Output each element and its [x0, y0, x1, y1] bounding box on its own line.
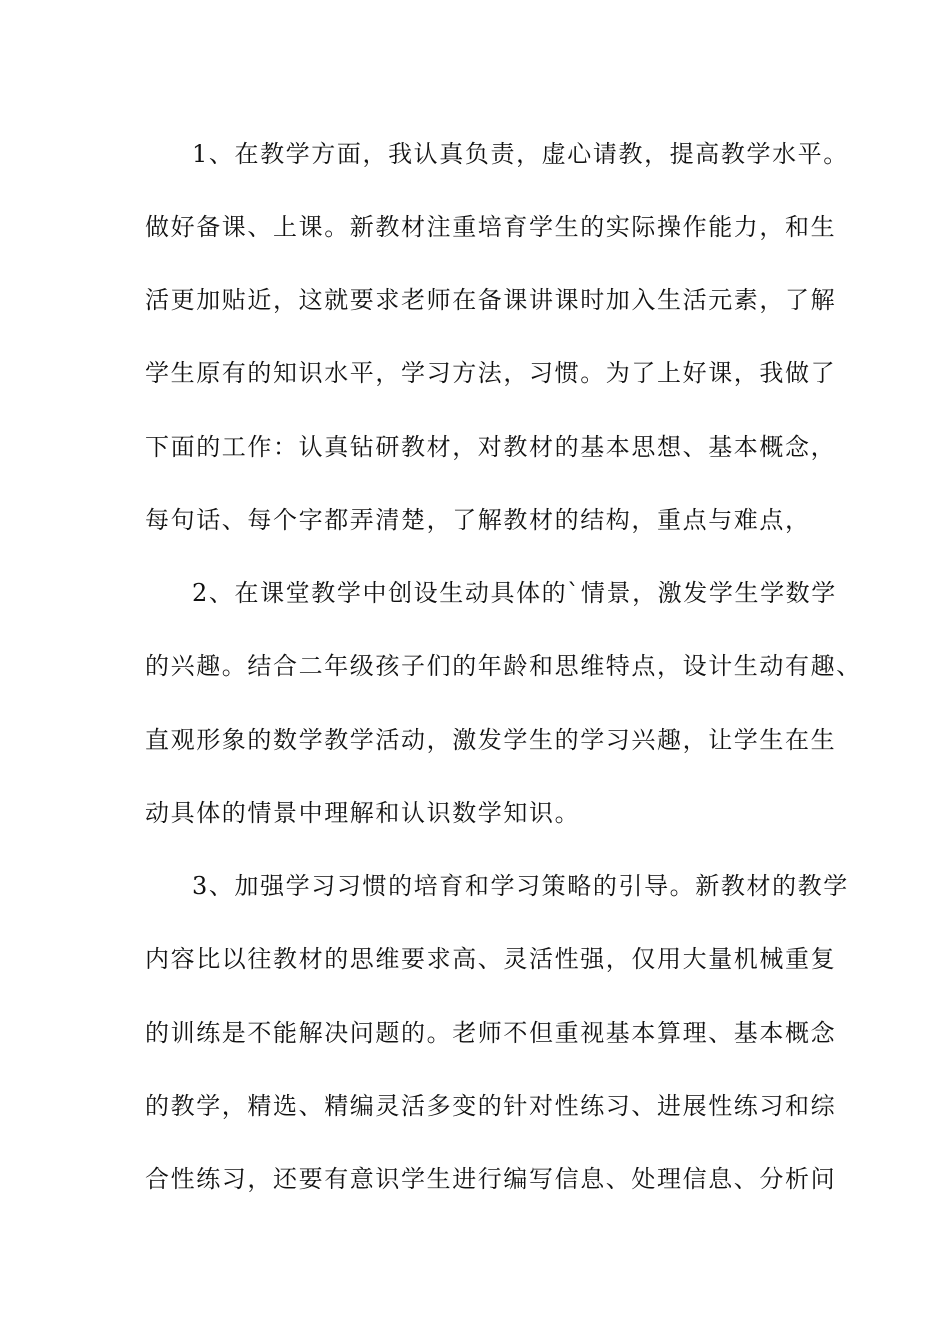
paragraph-2-line-2: 的兴趣。结合二年级孩子们的年龄和思维特点，设计生动有趣、	[145, 652, 862, 680]
paragraph-3-line-4: 的教学，精选、精编灵活多变的针对性练习、进展性练习和综	[145, 1092, 837, 1120]
paragraph-1-line-4: 学生原有的知识水平，学习方法，习惯。为了上好课，我做了	[145, 359, 837, 387]
paragraph-3-line-5: 合性练习，还要有意识学生进行编写信息、处理信息、分析问	[145, 1165, 837, 1193]
paragraph-2-line-4: 动具体的情景中理解和认识数学知识。	[145, 799, 581, 827]
paragraph-3-line-1: 3、加强学习习惯的培育和学习策略的引导。新教材的教学	[192, 872, 849, 900]
paragraph-3-line-2: 内容比以往教材的思维要求高、灵活性强，仅用大量机械重复	[145, 945, 837, 973]
paragraph-1-line-3: 活更加贴近，这就要求老师在备课讲课时加入生活元素，了解	[145, 286, 837, 314]
paragraph-3-line-3: 的训练是不能解决问题的。老师不但重视基本算理、基本概念	[145, 1019, 837, 1047]
paragraph-1-line-2: 做好备课、上课。新教材注重培育学生的实际操作能力，和生	[145, 213, 837, 241]
paragraph-1-line-6: 每句话、每个字都弄清楚，了解教材的结构，重点与难点，	[145, 506, 811, 534]
paragraph-2-line-1: 2、在课堂教学中创设生动具体的`情景，激发学生学数学	[192, 579, 837, 607]
paragraph-1-line-1: 1、在教学方面，我认真负责，虚心请教，提高教学水平。	[192, 140, 849, 168]
paragraph-1-line-5: 下面的工作：认真钻研教材，对教材的基本思想、基本概念，	[145, 433, 837, 461]
paragraph-2-line-3: 直观形象的数学教学活动，激发学生的学习兴趣，让学生在生	[145, 726, 837, 754]
